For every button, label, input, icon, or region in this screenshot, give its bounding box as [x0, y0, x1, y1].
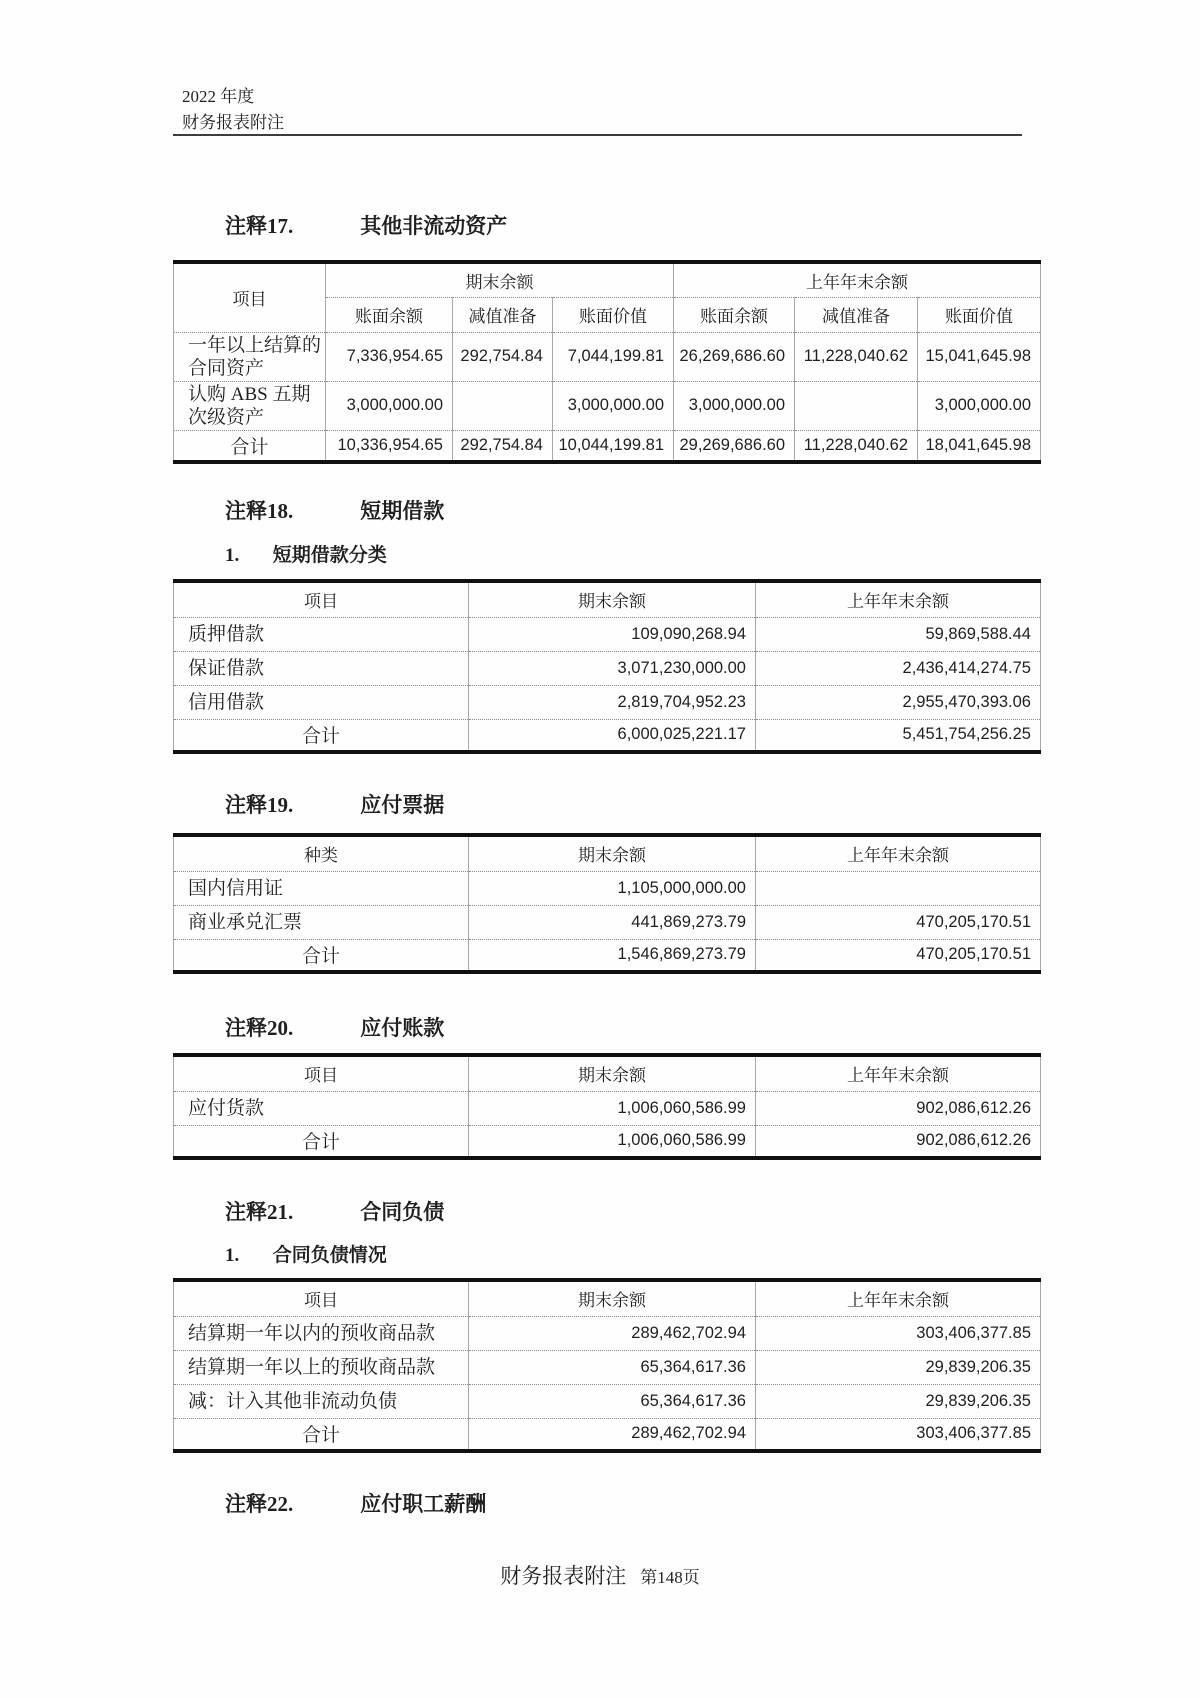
note21-sub-label: 1. [225, 1245, 240, 1266]
value-cell: 6,000,025,221.17 [469, 719, 756, 752]
note19-label: 注释19. [225, 793, 294, 817]
value-cell: 303,406,377.85 [756, 1418, 1041, 1451]
value-cell: 11,228,040.62 [795, 332, 918, 381]
value-cell: 11,228,040.62 [795, 430, 918, 462]
item-cell: 结算期一年以上的预收商品款 [174, 1350, 469, 1384]
value-cell: 59,869,588.44 [756, 617, 1041, 651]
note21-sub-name: 合同负债情况 [272, 1245, 387, 1266]
footer-page-number: 第148页 [640, 1568, 700, 1587]
note21-label: 注释21. [225, 1200, 294, 1224]
note17-title [173, 210, 507, 240]
total-label-cell: 合计 [174, 1125, 469, 1158]
page-footer [0, 1560, 1200, 1590]
value-cell: 29,839,206.35 [756, 1384, 1041, 1418]
note21-name: 合同负债 [360, 1200, 445, 1224]
value-cell: 441,869,273.79 [469, 905, 756, 939]
note20-table [173, 1053, 1041, 1160]
note18-title [173, 495, 444, 525]
column-header-prior: 上年年末余额 [756, 835, 1041, 871]
column-header-item: 项目 [174, 581, 469, 617]
value-cell: 65,364,617.36 [469, 1350, 756, 1384]
value-cell: 3,000,000.00 [674, 381, 795, 430]
note17-label: 注释17. [225, 214, 294, 238]
item-cell: 认购 ABS 五期次级资产 [174, 381, 326, 430]
column-group-current: 期末余额 [326, 262, 674, 297]
column-header: 减值准备 [453, 297, 553, 332]
note19-table [173, 833, 1041, 974]
table-row [174, 685, 1041, 719]
value-cell: 10,336,954.65 [326, 430, 453, 462]
note18-name: 短期借款 [360, 499, 445, 523]
value-cell: 470,205,170.51 [756, 905, 1041, 939]
note22-label: 注释22. [225, 1492, 294, 1516]
note17-name: 其他非流动资产 [360, 214, 508, 238]
value-cell: 15,041,645.98 [918, 332, 1041, 381]
value-cell: 292,754.84 [453, 332, 553, 381]
value-cell: 902,086,612.26 [756, 1091, 1041, 1125]
table-header-row [174, 1055, 1041, 1091]
column-header: 账面价值 [553, 297, 674, 332]
value-cell: 109,090,268.94 [469, 617, 756, 651]
note18-table [173, 579, 1041, 754]
note20-name: 应付账款 [360, 1016, 445, 1040]
note17-table [173, 260, 1041, 464]
column-header-current: 期末余额 [469, 1280, 756, 1316]
value-cell: 902,086,612.26 [756, 1125, 1041, 1158]
column-group-prior: 上年年末余额 [674, 262, 1041, 297]
note21-table [173, 1278, 1041, 1453]
note18-label: 注释18. [225, 499, 294, 523]
value-cell: 29,269,686.60 [674, 430, 795, 462]
table-header-row [174, 1280, 1041, 1316]
item-cell: 保证借款 [174, 651, 469, 685]
value-cell: 2,955,470,393.06 [756, 685, 1041, 719]
note21-subtitle [173, 1240, 387, 1267]
value-cell: 470,205,170.51 [756, 939, 1041, 972]
note22-name: 应付职工薪酬 [360, 1492, 487, 1516]
total-label-cell: 合计 [174, 1418, 469, 1451]
item-cell: 应付货款 [174, 1091, 469, 1125]
total-row [174, 719, 1041, 752]
column-header-item: 项目 [174, 262, 326, 332]
column-header-item: 项目 [174, 1055, 469, 1091]
column-header-prior: 上年年末余额 [756, 1055, 1041, 1091]
value-cell: 1,105,000,000.00 [469, 871, 756, 905]
table-row [174, 1091, 1041, 1125]
running-header [182, 84, 284, 136]
value-cell: 26,269,686.60 [674, 332, 795, 381]
value-cell [453, 381, 553, 430]
note21-title [173, 1196, 444, 1226]
total-row [174, 939, 1041, 972]
table-row [174, 381, 1041, 430]
value-cell: 2,436,414,274.75 [756, 651, 1041, 685]
table-header-row [174, 835, 1041, 871]
total-label-cell: 合计 [174, 939, 469, 972]
note22-title [173, 1488, 486, 1518]
value-cell: 18,041,645.98 [918, 430, 1041, 462]
total-row [174, 1125, 1041, 1158]
table-row [174, 1316, 1041, 1350]
value-cell: 65,364,617.36 [469, 1384, 756, 1418]
column-header: 账面价值 [918, 297, 1041, 332]
table-row [174, 617, 1041, 651]
table-row [174, 1384, 1041, 1418]
value-cell: 10,044,199.81 [553, 430, 674, 462]
value-cell: 303,406,377.85 [756, 1316, 1041, 1350]
total-row [174, 1418, 1041, 1451]
header-year: 2022 年度 [182, 87, 255, 106]
value-cell: 29,839,206.35 [756, 1350, 1041, 1384]
table-row [174, 871, 1041, 905]
value-cell: 1,006,060,586.99 [469, 1125, 756, 1158]
item-cell: 质押借款 [174, 617, 469, 651]
item-cell: 结算期一年以内的预收商品款 [174, 1316, 469, 1350]
header-doc-title: 财务报表附注 [182, 113, 284, 132]
column-header-current: 期末余额 [469, 1055, 756, 1091]
note18-sub-name: 短期借款分类 [272, 545, 387, 566]
value-cell: 2,819,704,952.23 [469, 685, 756, 719]
item-cell: 国内信用证 [174, 871, 469, 905]
total-row [174, 430, 1041, 462]
item-cell: 减：计入其他非流动负债 [174, 1384, 469, 1418]
table-header-row [174, 262, 1041, 297]
table-header-row [174, 581, 1041, 617]
table-row [174, 1350, 1041, 1384]
item-cell: 信用借款 [174, 685, 469, 719]
note19-name: 应付票据 [360, 793, 445, 817]
total-label-cell: 合计 [174, 430, 326, 462]
value-cell: 3,000,000.00 [918, 381, 1041, 430]
footer-doc-title: 财务报表附注 [500, 1564, 627, 1588]
note18-sub-label: 1. [225, 545, 240, 566]
column-header: 账面余额 [674, 297, 795, 332]
column-header: 账面余额 [326, 297, 453, 332]
column-header-prior: 上年年末余额 [756, 581, 1041, 617]
column-header: 减值准备 [795, 297, 918, 332]
value-cell: 1,006,060,586.99 [469, 1091, 756, 1125]
item-cell: 一年以上结算的合同资产 [174, 332, 326, 381]
value-cell [756, 871, 1041, 905]
column-header-item: 项目 [174, 1280, 469, 1316]
note19-title [173, 789, 444, 819]
column-header-item: 种类 [174, 835, 469, 871]
value-cell: 5,451,754,256.25 [756, 719, 1041, 752]
value-cell: 3,000,000.00 [326, 381, 453, 430]
value-cell: 3,000,000.00 [553, 381, 674, 430]
value-cell: 3,071,230,000.00 [469, 651, 756, 685]
note20-label: 注释20. [225, 1016, 294, 1040]
total-label-cell: 合计 [174, 719, 469, 752]
note18-subtitle [173, 540, 387, 567]
column-header-current: 期末余额 [469, 581, 756, 617]
value-cell: 289,462,702.94 [469, 1418, 756, 1451]
item-cell: 商业承兑汇票 [174, 905, 469, 939]
column-header-current: 期末余额 [469, 835, 756, 871]
value-cell: 7,336,954.65 [326, 332, 453, 381]
table-row [174, 332, 1041, 381]
value-cell [795, 381, 918, 430]
column-header-prior: 上年年末余额 [756, 1280, 1041, 1316]
header-rule [173, 134, 1022, 136]
value-cell: 7,044,199.81 [553, 332, 674, 381]
value-cell: 292,754.84 [453, 430, 553, 462]
value-cell: 1,546,869,273.79 [469, 939, 756, 972]
value-cell: 289,462,702.94 [469, 1316, 756, 1350]
note20-title [173, 1012, 444, 1042]
table-row [174, 651, 1041, 685]
table-row [174, 905, 1041, 939]
